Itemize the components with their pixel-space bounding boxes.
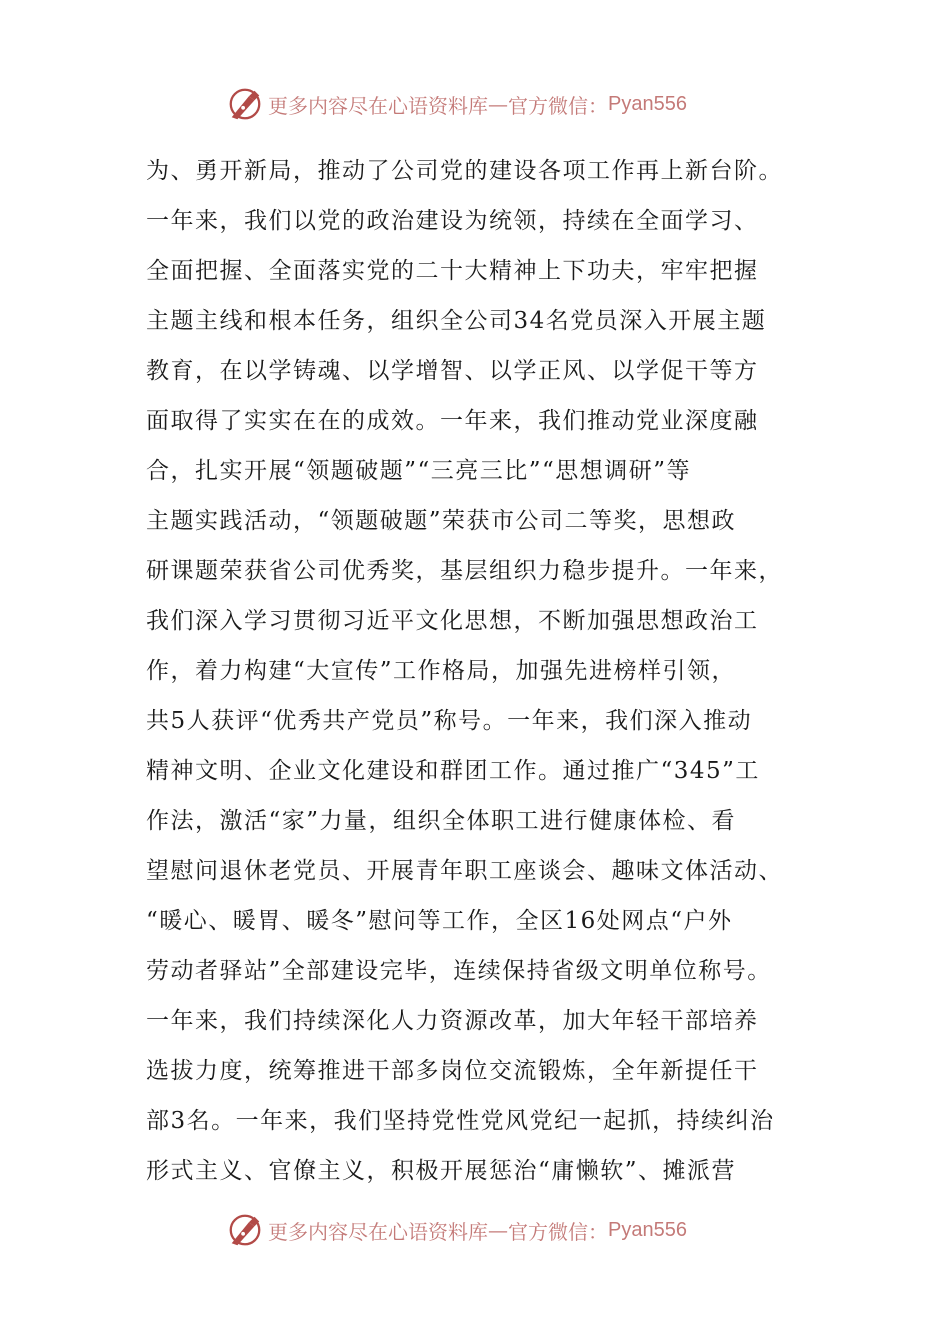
body-line: 选拔力度，统筹推进干部多岗位交流锻炼，全年新提任干: [146, 1058, 759, 1084]
footer-banner: [226, 1210, 687, 1250]
body-line: 形式主义、官僚主义，积极开展惩治“庸懒软”、摊派营: [146, 1158, 737, 1184]
body-line: 主题实践活动，“领题破题”荣获市公司二等奖，思想政: [146, 508, 737, 534]
body-line: 劳动者驿站”全部建设完毕，连续保持省级文明单位称号。: [146, 958, 772, 984]
header-banner: [226, 84, 687, 124]
body-line: 合，扎实开展“领题破题”“三亮三比”“思想调研”等: [146, 458, 692, 484]
body-line: 作，着力构建“大宣传”工作格局，加强先进榜样引领，: [146, 658, 737, 684]
banner-contact-id: Pyan556: [608, 92, 687, 115]
body-line: 共5人获评“优秀共产党员”称号。一年来，我们深入推动: [146, 708, 753, 734]
pen-nib-circle-icon: [226, 1211, 264, 1249]
body-line: 一年来，我们持续深化人力资源改革，加大年轻干部培养: [146, 1008, 759, 1034]
body-line: 为、勇开新局，推动了公司党的建设各项工作再上新台阶。: [146, 158, 783, 184]
banner-separator: —: [488, 1218, 508, 1242]
banner-contact-label: 官方微信：: [508, 93, 608, 118]
body-line: 部3名。一年来，我们坚持党性党风党纪一起抓，持续纠治: [146, 1108, 775, 1134]
document-body: [146, 146, 826, 1196]
pen-nib-circle-icon: [226, 85, 264, 123]
body-line: 全面把握、全面落实党的二十大精神上下功夫，牢牢把握: [146, 258, 759, 284]
body-line: 望慰问退休老党员、开展青年职工座谈会、趣味文体活动、: [146, 858, 783, 884]
body-line: 我们深入学习贯彻习近平文化思想，不断加强思想政治工: [146, 608, 759, 634]
banner-contact-id: Pyan556: [608, 1218, 687, 1241]
banner-separator: —: [488, 92, 508, 116]
body-line: 研课题荣获省公司优秀奖，基层组织力稳步提升。一年来，: [146, 558, 783, 584]
banner-contact-label: 官方微信：: [508, 1219, 608, 1244]
body-line: 一年来，我们以党的政治建设为统领，持续在全面学习、: [146, 208, 759, 234]
body-line: 教育，在以学铸魂、以学增智、以学正风、以学促干等方: [146, 358, 759, 384]
body-line: “暖心、暖胃、暖冬”慰问等工作，全区16处网点“户外: [146, 908, 733, 934]
body-line: 面取得了实实在在的成效。一年来，我们推动党业深度融: [146, 408, 759, 434]
body-line: 主题主线和根本任务，组织全公司34名党员深入开展主题: [146, 308, 767, 334]
body-line: 精神文明、企业文化建设和群团工作。通过推广“345”工: [146, 758, 760, 784]
banner-text: 更多内容尽在心语资料库: [268, 1219, 488, 1244]
body-line: 作法，激活“家”力量，组织全体职工进行健康体检、看: [146, 808, 737, 834]
banner-text: 更多内容尽在心语资料库: [268, 93, 488, 118]
